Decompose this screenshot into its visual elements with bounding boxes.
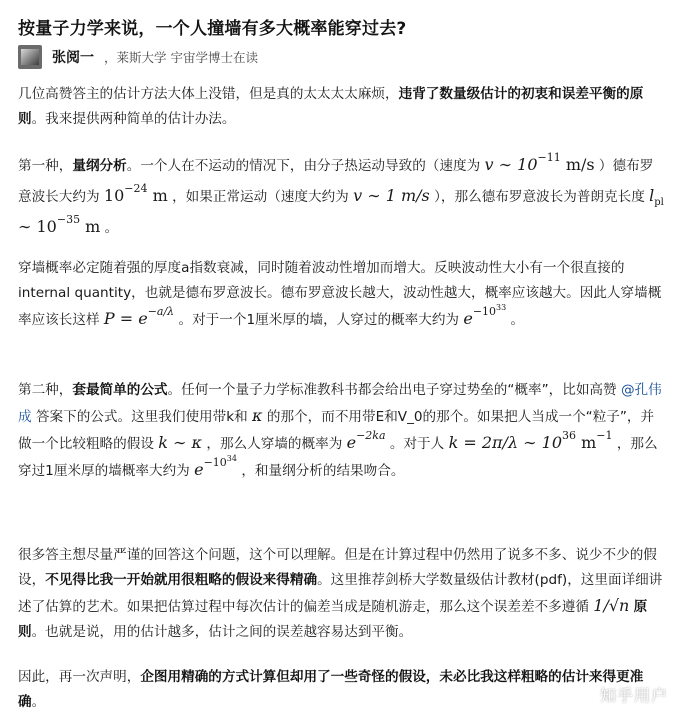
math-k-approx-kappa: k ∼ κ: [158, 433, 203, 452]
math-exp-2ka: $e^{-2ka}$: [346, 429, 386, 452]
p2-text-3: ，如果正常运动（速度大约为: [172, 189, 349, 205]
math-wavelength-thermal: $10^{-24}$ m: [103, 182, 168, 205]
math-probability-value-2: $e^{-10^{34}}$: [194, 454, 237, 479]
p3-text-3: 。: [510, 312, 525, 328]
watermark: 知乎用户: [599, 686, 668, 705]
paragraph-intro: [18, 82, 666, 132]
p2-bold: 量纲分析: [72, 158, 127, 174]
p4-text-6: ，那么穿过1厘米厚的墙概率大约为: [18, 436, 658, 479]
p4-text-3: 的那个，而不用带E和V_0的那个。如果把人当成一个“粒子”，并做一个比较粗略的假设: [18, 409, 655, 452]
p4-text-2: 答案下的公式。这里我们使用带k和: [31, 409, 248, 425]
math-kappa: κ: [252, 406, 263, 425]
p4-text-5: 。对于人: [389, 436, 445, 452]
p4-bold: 套最简单的公式: [72, 382, 168, 398]
math-planck-length: $l_{pl}$ ∼ $10^{-35}$ m: [18, 186, 664, 236]
math-one-over-sqrt-n: 1/√n: [593, 596, 630, 615]
author-row: [18, 44, 258, 70]
math-velocity-normal: v ∼ 1 m/s: [353, 186, 430, 205]
math-velocity-thermal: v ∼ $10^{-11}$ m/s: [484, 151, 595, 174]
p4-lead: 第二种，: [18, 382, 73, 398]
p3-text-2: 。对于一个1厘米厚的墙，人穿过的概率大约为: [178, 312, 460, 328]
p6-text-2: 。: [31, 694, 46, 710]
p5-bold: 不见得比我一开始就用很粗略的假设来得精确: [45, 572, 318, 588]
intro-bold: 违背了数量级估计的初衷和误差平衡的原则: [18, 86, 644, 127]
p4-text-4: ，那么人穿墙的概率为: [206, 436, 343, 452]
math-probability-formula: $P = e^{-a/\lambda}$: [103, 305, 175, 328]
paragraph-dimensional-analysis: [18, 150, 666, 243]
paragraph-conclusion: [18, 665, 666, 715]
p5-bold-2: 原则: [18, 599, 648, 640]
p4-text-7: ，和量纲分析的结果吻合。: [241, 463, 405, 479]
question-title[interactable]: 按量子力学来说，一个人撞墙有多大概率能穿过去?: [18, 19, 407, 39]
intro-text: 几位高赞答主的估计方法大体上没错，但是真的太太太太麻烦，: [18, 86, 399, 102]
paragraph-tunneling-probability: [18, 256, 666, 333]
p5-text-1: 很多答主想尽量严谨的回答这个问题，这个可以理解。但是在计算过程中仍然用了说多不多、说少不少的假设，: [18, 547, 657, 588]
p4-text-1: 。任何一个量子力学标准教科书都会给出电子穿过势垒的“概率”，比如高赞: [167, 382, 621, 398]
p3-text-1: 穿墙概率必定随着强的厚度a指数衰减，同时随着波动性增加而增大。反映波动性大小有一个很直接的internal quantity，也就是德布罗意波长。德布罗意波长越大，波动性越大，概率应该越大。因此人穿墙概率应该长这样: [18, 260, 662, 328]
p2-text-2: ）德布罗意波长大约为: [18, 158, 654, 205]
p2-text-4: ），那么德布罗意波长为普朗克长度: [434, 189, 645, 205]
mention-link[interactable]: @孔伟成: [18, 382, 662, 425]
avatar[interactable]: [18, 45, 42, 69]
p5-text-3: 。也就是说，用的估计越多，估计之间的误差越容易达到平衡。: [31, 624, 413, 640]
p2-lead: 第一种，: [18, 158, 73, 174]
p6-text-1: 因此，再一次声明，: [18, 669, 141, 685]
intro-tail: 。我来提供两种简单的估计办法。: [31, 111, 236, 127]
author-bio: ，莱斯大学 宇宙学博士在读: [104, 50, 258, 65]
math-probability-value: $e^{-10^{33}}$: [463, 303, 507, 328]
p6-bold: 企图用精确的方式计算但却用了一些奇怪的假设，未必比我这样粗略的估计来得更准确: [18, 669, 644, 710]
author-name[interactable]: 张阅一: [52, 50, 94, 66]
paragraph-error-balance: [18, 543, 666, 645]
p5-text-2: 。这里推荐剑桥大学数量级估计教材(pdf)，这里面详细讲述了估算的艺术。如果把估算过程中每次估计的偏差当成是随机游走，那么这个误差差不多遵循: [18, 572, 663, 615]
p2-text-1: 。一个人在不运动的情况下，由分子热运动导致的（速度为: [126, 158, 481, 174]
math-wavenumber: k = 2π/λ ∼ $10^{36}$ $m^{-1}$: [448, 429, 613, 452]
paragraph-simple-formula: [18, 378, 666, 484]
p2-text-5: 。: [104, 220, 119, 236]
